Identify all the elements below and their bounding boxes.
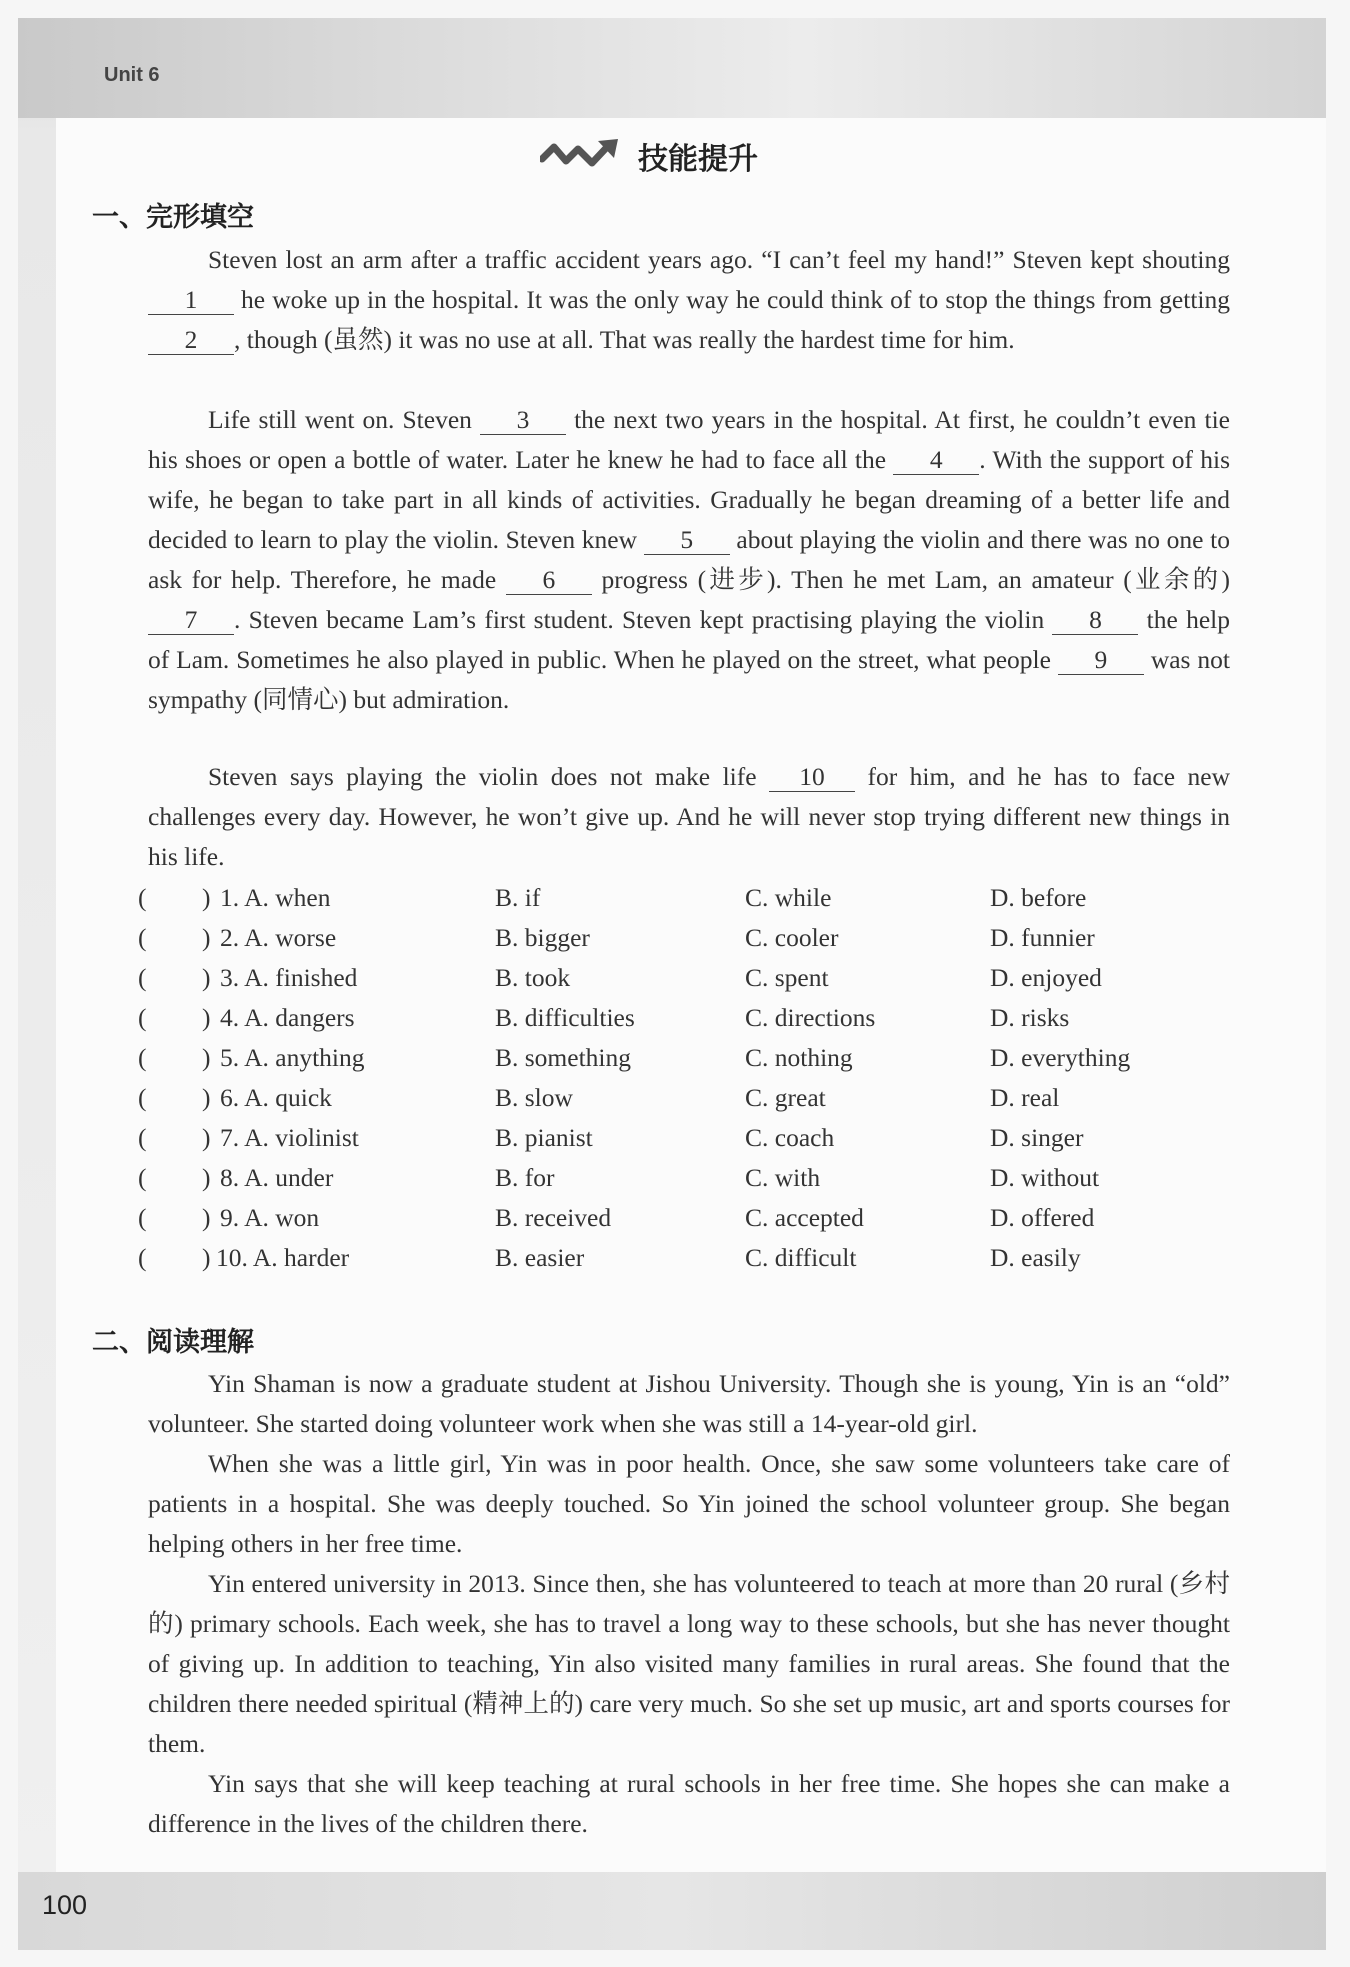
option-a: 2. A. worse bbox=[220, 923, 337, 952]
answer-blank: 5 bbox=[644, 526, 730, 555]
option-d: D. enjoyed bbox=[990, 963, 1102, 992]
question-list bbox=[138, 878, 1238, 1278]
answer-blank: 7 bbox=[148, 606, 234, 635]
option-c: C. with bbox=[745, 1163, 821, 1192]
answer-paren-left: ( bbox=[138, 883, 147, 912]
option-a: 9. A. won bbox=[220, 1203, 320, 1232]
answer-paren-right: ) bbox=[202, 883, 211, 912]
answer-paren-left: ( bbox=[138, 1163, 147, 1192]
answer-blank: 1 bbox=[148, 286, 234, 315]
option-b: B. received bbox=[495, 1203, 612, 1232]
question-row bbox=[138, 918, 1238, 958]
reading-paragraph: Yin entered university in 2013. Since then, she has volunteered to teach at more than 20 rural (乡村的) primary schools. Each week, she has to travel a long way to these schools, but she has never thought of giving up. In addition to teaching, Yin also visited many families in rural areas. She found that the children there needed spiritual (精神上的) care very much. So she set up music, art and sports courses for them. bbox=[148, 1569, 1230, 1758]
question-row bbox=[138, 1198, 1238, 1238]
option-d: D. real bbox=[990, 1083, 1060, 1112]
answer-paren-right: ) bbox=[202, 923, 211, 952]
answer-paren-left: ( bbox=[138, 1043, 147, 1072]
question-row bbox=[138, 1038, 1238, 1078]
question-row bbox=[138, 958, 1238, 998]
cloze-paragraph: Steven lost an arm after a traffic accident years ago. “I can’t feel my hand!” Steven kept shouting 1 he woke up in the hospital. It was the only way he could think of to stop the things from getting 2 , though (虽然) it was no use at all. That was really the hardest time for him. bbox=[148, 240, 1230, 360]
option-d: D. before bbox=[990, 883, 1087, 912]
option-c: C. while bbox=[745, 883, 832, 912]
answer-paren-right: ) bbox=[202, 1083, 211, 1112]
option-a: 6. A. quick bbox=[220, 1083, 332, 1112]
answer-blank: 4 bbox=[893, 446, 979, 475]
answer-blank: 3 bbox=[480, 406, 566, 435]
answer-paren-right: ) bbox=[202, 963, 211, 992]
answer-paren-right: ) bbox=[202, 1043, 211, 1072]
answer-paren-right: ) bbox=[202, 1003, 211, 1032]
answer-paren-left: ( bbox=[138, 1083, 147, 1112]
option-b: B. slow bbox=[495, 1083, 573, 1112]
option-c: C. accepted bbox=[745, 1203, 864, 1232]
option-b: B. if bbox=[495, 883, 541, 912]
question-row bbox=[138, 998, 1238, 1038]
option-c: C. difficult bbox=[745, 1243, 857, 1272]
option-b: B. pianist bbox=[495, 1123, 593, 1152]
option-d: D. easily bbox=[990, 1243, 1081, 1272]
option-c: C. coach bbox=[745, 1123, 835, 1152]
answer-paren-left: ( bbox=[138, 1203, 147, 1232]
option-b: B. bigger bbox=[495, 923, 590, 952]
question-row bbox=[138, 878, 1238, 918]
reading-paragraph: Yin says that she will keep teaching at rural schools in her free time. She hopes she can make a difference in the lives of the children there. bbox=[148, 1769, 1230, 1838]
cloze-paragraph: Life still went on. Steven 3 the next two years in the hospital. At first, he couldn’t even tie his shoes or open a bottle of water. Later he knew he had to face all the 4 . With the support of his wife, he began to take part in all kinds of activities. Gradually he began dreaming of a better life and decided to learn to play the violin. Steven knew 5 about playing the violin and there was no one to ask for help. Therefore, he made 6 progress (进步). Then he met Lam, an amateur (业余的) 7 . Steven became Lam’s first student. Steven kept practising playing the violin 8 the help of Lam. Sometimes he also played in public. When he played on the street, what people 9 was not sympathy (同情心) but admiration. bbox=[148, 405, 1230, 714]
option-b: B. something bbox=[495, 1043, 632, 1072]
answer-paren-left: ( bbox=[138, 1243, 147, 1272]
option-a: 3. A. finished bbox=[220, 963, 358, 992]
option-b: B. for bbox=[495, 1163, 555, 1192]
answer-paren-left: ( bbox=[138, 923, 147, 952]
answer-paren-right: ) bbox=[202, 1163, 211, 1192]
option-a: 1. A. when bbox=[220, 883, 331, 912]
option-c: C. directions bbox=[745, 1003, 876, 1032]
page-title: 技能提升 bbox=[638, 142, 758, 177]
answer-blank: 8 bbox=[1052, 606, 1138, 635]
question-row bbox=[138, 1158, 1238, 1198]
option-d: D. singer bbox=[990, 1123, 1084, 1152]
option-d: D. everything bbox=[990, 1043, 1131, 1072]
footer-band bbox=[18, 1872, 1326, 1950]
answer-paren-left: ( bbox=[138, 1123, 147, 1152]
option-a: 10. A. harder bbox=[216, 1243, 350, 1272]
option-b: B. difficulties bbox=[495, 1003, 635, 1032]
answer-blank: 10 bbox=[769, 763, 855, 792]
option-d: D. risks bbox=[990, 1003, 1070, 1032]
answer-paren-right: ) bbox=[202, 1243, 211, 1272]
reading-paragraph: Yin Shaman is now a graduate student at Jishou University. Though she is young, Yin is an “old” volunteer. She started doing volunteer work when she was still a 14-year-old girl. bbox=[148, 1369, 1230, 1438]
answer-paren-left: ( bbox=[138, 1003, 147, 1032]
question-row bbox=[138, 1078, 1238, 1118]
option-b: B. easier bbox=[495, 1243, 585, 1272]
option-d: D. without bbox=[990, 1163, 1100, 1192]
option-d: D. funnier bbox=[990, 923, 1095, 952]
option-a: 7. A. violinist bbox=[220, 1123, 359, 1152]
section-title bbox=[540, 134, 758, 178]
header-band bbox=[18, 18, 1326, 118]
cloze-paragraph: Steven says playing the violin does not make life 10 for him, and he has to face new challenges every day. However, he won’t give up. And he will never stop trying different new things in his life. bbox=[148, 762, 1231, 871]
option-a: 5. A. anything bbox=[220, 1043, 365, 1072]
question-row bbox=[138, 1238, 1238, 1278]
trend-arrow-icon bbox=[540, 137, 622, 176]
question-row bbox=[138, 1118, 1238, 1158]
option-d: D. offered bbox=[990, 1203, 1095, 1232]
section-heading-reading: 二、阅读理解 bbox=[92, 1327, 254, 1358]
option-c: C. nothing bbox=[745, 1043, 853, 1072]
answer-paren-right: ) bbox=[202, 1123, 211, 1152]
unit-label: Unit 6 bbox=[104, 64, 160, 86]
page-number: 100 bbox=[42, 1890, 88, 1920]
option-b: B. took bbox=[495, 963, 571, 992]
option-c: C. spent bbox=[745, 963, 829, 992]
option-a: 8. A. under bbox=[220, 1163, 334, 1192]
option-a: 4. A. dangers bbox=[220, 1003, 355, 1032]
answer-blank: 9 bbox=[1058, 646, 1144, 675]
section-heading-cloze: 一、完形填空 bbox=[92, 202, 254, 233]
answer-paren-left: ( bbox=[138, 963, 147, 992]
answer-blank: 2 bbox=[148, 326, 234, 355]
reading-paragraph: When she was a little girl, Yin was in poor health. Once, she saw some volunteers take care of patients in a hospital. She was deeply touched. So Yin joined the school volunteer group. She began helping others in her free time. bbox=[148, 1449, 1230, 1558]
answer-paren-right: ) bbox=[202, 1203, 211, 1232]
option-c: C. great bbox=[745, 1083, 826, 1112]
option-c: C. cooler bbox=[745, 923, 839, 952]
answer-blank: 6 bbox=[506, 566, 592, 595]
